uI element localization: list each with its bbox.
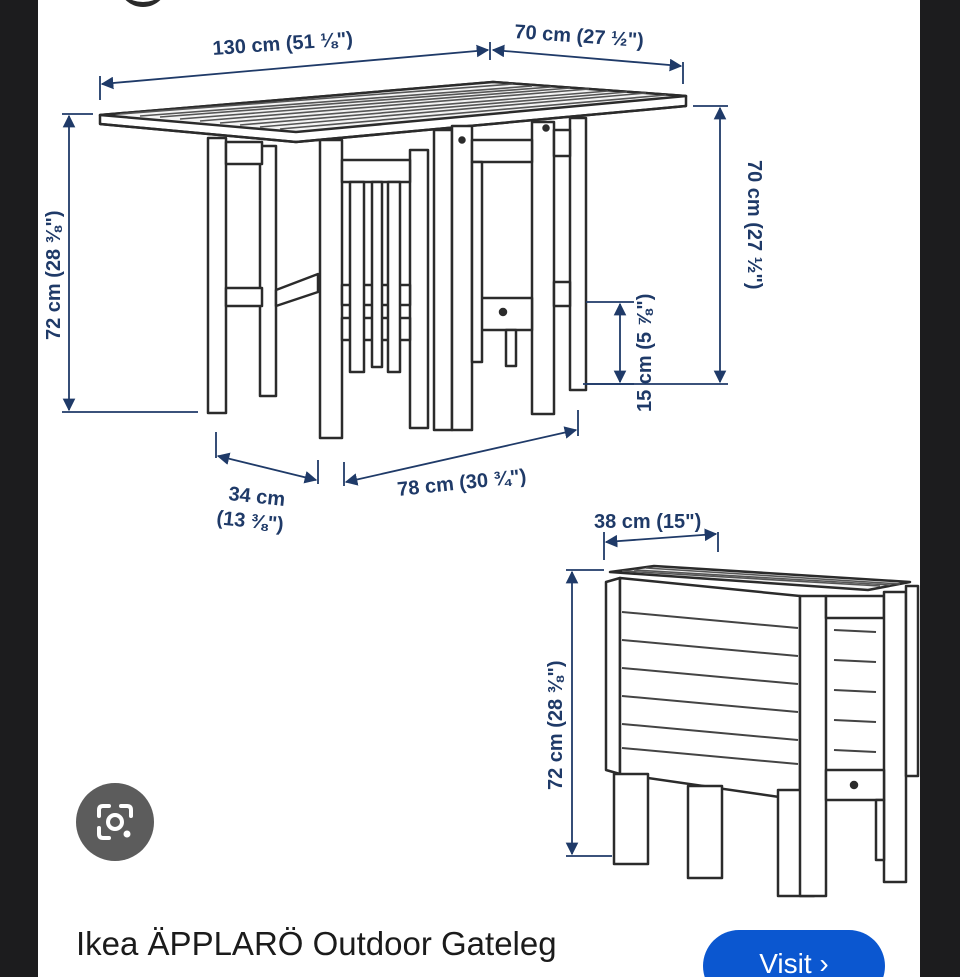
- image-result-panel: [38, 0, 920, 977]
- folded-table-illustration: [606, 566, 918, 896]
- dim-leaf-depth-in: (13 ⅜"): [215, 507, 285, 537]
- phone-bezel-right: [920, 0, 960, 977]
- dim-folded-width: 38 cm (15"): [594, 511, 702, 533]
- dim-shelf-height: 15 cm (5 ⅞"): [634, 293, 656, 412]
- visit-button[interactable]: [703, 930, 885, 977]
- dim-open-length: 130 cm (51 ⅛"): [211, 28, 354, 60]
- dim-height-right: 70 cm (27 ½"): [743, 160, 765, 290]
- google-lens-button[interactable]: [76, 783, 154, 861]
- result-title[interactable]: Ikea ÄPPLARÖ Outdoor Gateleg: [76, 925, 557, 962]
- dim-center-length: 78 cm (30 ¾"): [396, 465, 528, 501]
- phone-bezel-left: [0, 0, 38, 977]
- dim-folded-height: 72 cm (28 ⅜"): [545, 660, 567, 790]
- dim-leaf-depth-cm: 34 cm: [227, 483, 287, 511]
- visit-button-label: Visit ›: [759, 948, 829, 977]
- dim-height-left: 72 cm (28 ⅜"): [43, 210, 65, 340]
- google-lens-icon: [93, 800, 137, 844]
- product-dimension-drawing: [38, 0, 920, 977]
- dim-open-width: 70 cm (27 ½"): [513, 21, 645, 53]
